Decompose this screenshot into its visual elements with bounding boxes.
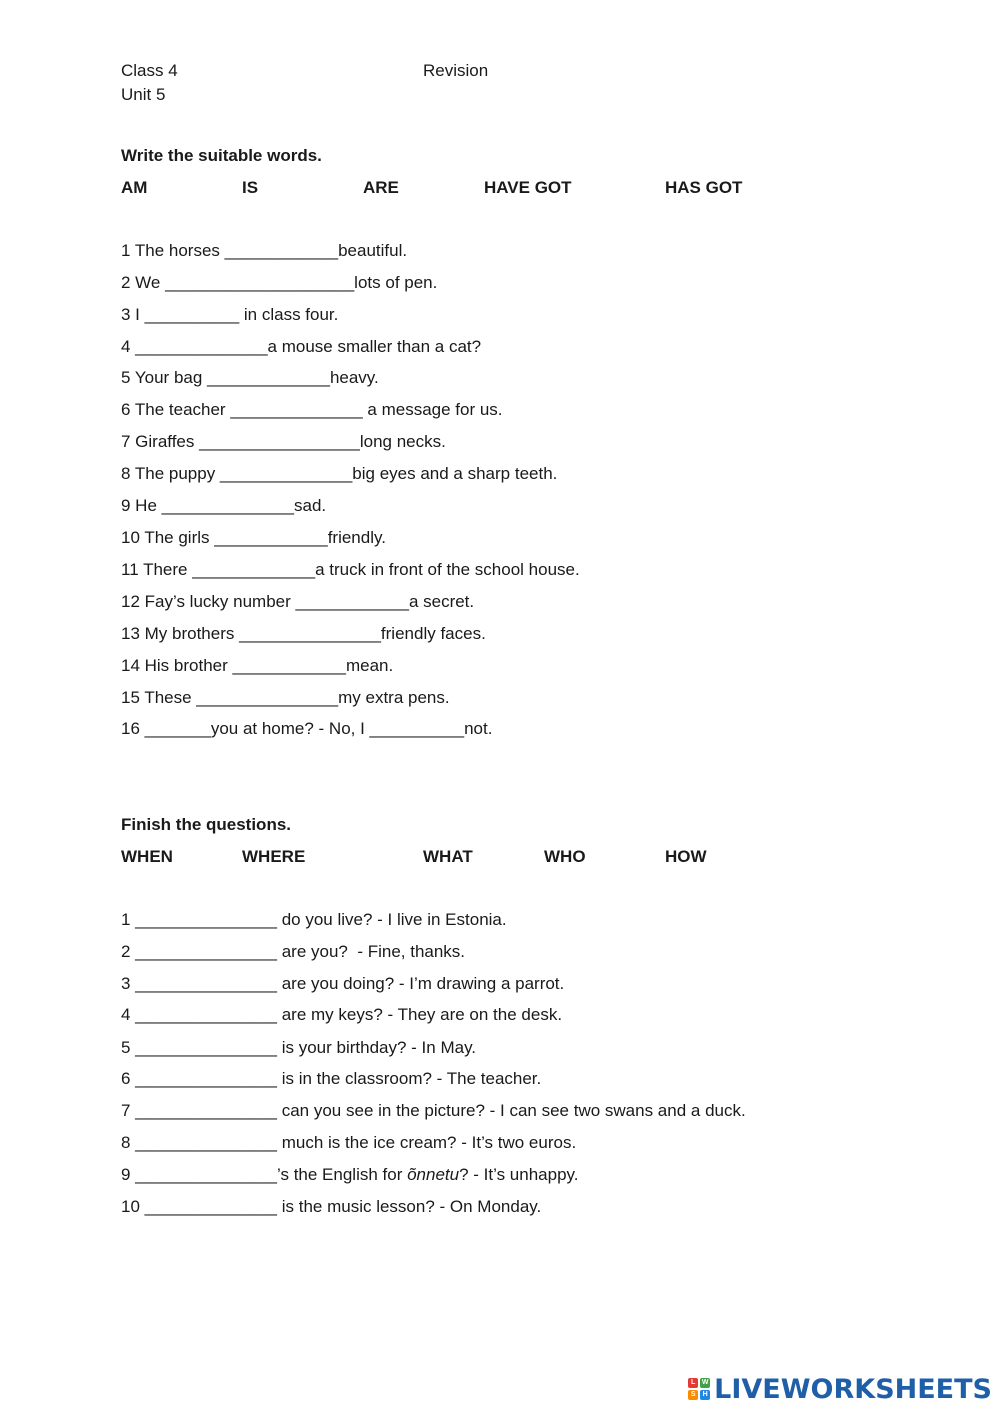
logo-text: LIVEWORKSHEETS [714,1373,992,1405]
word-bank-item: HAS GOT [665,178,743,197]
question-item[interactable]: 5 _______________ is your birthday? - In May. [121,1038,477,1057]
logo-cell: L [688,1378,698,1388]
word-bank-item: IS [242,178,259,197]
logo-cell: H [700,1390,710,1400]
exercise-item[interactable]: 10 The girls ____________friendly. [121,528,386,547]
section1-instruction: Write the suitable words. [121,146,322,165]
exercise-item[interactable]: 2 We ____________________lots of pen. [121,273,438,292]
section2-instruction: Finish the questions. [121,815,292,834]
estonian-word: õnnetu [407,1165,460,1184]
unit-label: Unit 5 [121,85,166,104]
exercise-item[interactable]: 9 He ______________sad. [121,496,327,515]
question-item-prefix: 9 _______________’s the English for [121,1165,408,1184]
question-item[interactable]: 8 _______________ much is the ice cream? - It’s two euros. [121,1133,577,1152]
word-bank-item: HOW [665,847,707,866]
question-item[interactable]: 10 ______________ is the music lesson? - On Monday. [121,1197,542,1216]
word-bank-item: WHO [544,847,586,866]
exercise-item[interactable]: 1 The horses ____________beautiful. [121,241,408,260]
exercise-item[interactable]: 13 My brothers _______________friendly faces. [121,624,486,643]
word-bank-item: WHERE [242,847,306,866]
question-item[interactable]: 7 _______________ can you see in the picture? - I can see two swans and a duck. [121,1101,746,1120]
word-bank-item: AM [121,178,148,197]
exercise-item[interactable]: 12 Fay’s lucky number ____________a secret. [121,592,475,611]
word-bank-item: WHAT [423,847,473,866]
exercise-item[interactable]: 11 There _____________a truck in front of the school house. [121,560,580,579]
word-bank-item: WHEN [121,847,173,866]
logo-cell: S [688,1390,698,1400]
logo-mark-icon [688,1378,710,1400]
question-item[interactable]: 2 _______________ are you? - Fine, thanks. [121,942,466,961]
class-label: Class 4 [121,61,178,80]
question-item[interactable]: 4 _______________ are my keys? - They are on the desk. [121,1005,563,1024]
exercise-item[interactable]: 5 Your bag _____________heavy. [121,368,379,387]
question-item[interactable] [121,1165,578,1185]
exercise-item[interactable]: 7 Giraffes _________________long necks. [121,432,446,451]
question-item[interactable]: 6 _______________ is in the classroom? - The teacher. [121,1069,542,1088]
question-item-suffix: ? - It’s unhappy. [459,1165,579,1184]
word-bank-item: ARE [363,178,399,197]
page-title: Revision [423,61,489,80]
exercise-item[interactable]: 3 I __________ in class four. [121,305,339,324]
exercise-item[interactable]: 16 _______you at home? - No, I __________not. [121,719,493,738]
exercise-item[interactable]: 8 The puppy ______________big eyes and a sharp teeth. [121,464,558,483]
question-item[interactable]: 1 _______________ do you live? - I live in Estonia. [121,910,507,929]
question-item[interactable]: 3 _______________ are you doing? - I’m drawing a parrot. [121,974,565,993]
exercise-item[interactable]: 4 ______________a mouse smaller than a cat? [121,337,482,356]
logo-cell: W [701,1379,709,1386]
exercise-item[interactable]: 15 These _______________my extra pens. [121,688,450,707]
word-bank-item: HAVE GOT [484,178,572,197]
exercise-item[interactable]: 14 His brother ____________mean. [121,656,394,675]
liveworksheets-logo [688,1371,992,1407]
exercise-item[interactable]: 6 The teacher ______________ a message for us. [121,400,503,419]
